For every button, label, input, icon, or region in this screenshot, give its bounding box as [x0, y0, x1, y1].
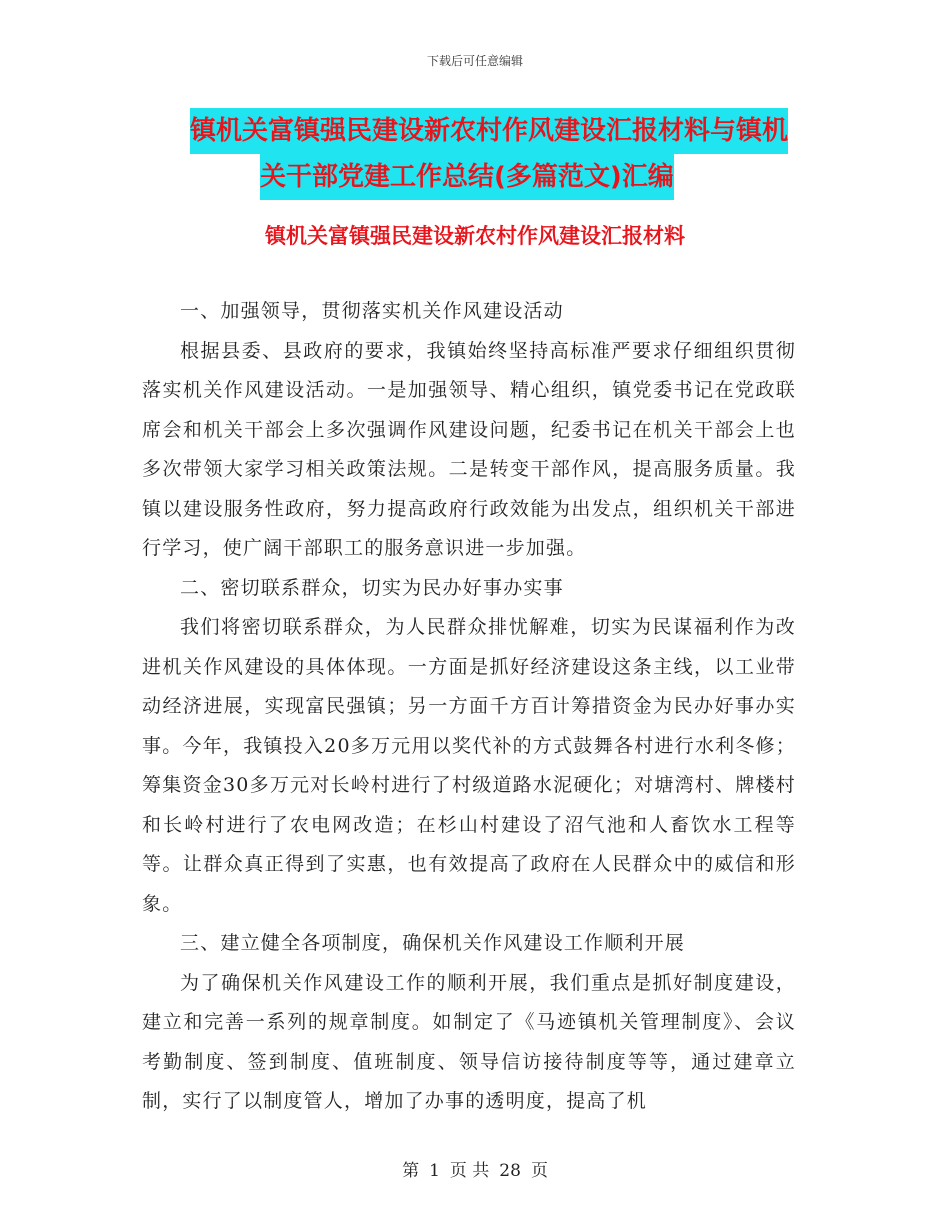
paragraph: 根据县委、县政府的要求，我镇始终坚持高标准严要求仔细组织贯彻落实机关作风建设活动。一是加强领导、精心组织，镇党委书记在党政联席会和机关干部会上多次强调作风建设问题，纪委书记在机关干部会上也多次带领大家学习相关政策法规。二是转变干部作风，提高服务质量。我镇以建设服务性政府，努力提高政府行政效能为出发点，组织机关干部进行学习，使广阔干部职工的服务意识进一步加强。 [142, 339, 796, 559]
paragraph-heading-1: 一、加强领导，贯彻落实机关作风建设活动 [180, 300, 564, 322]
title-line-1: 镇机关富镇强民建设新农村作风建设汇报材料与镇机 [190, 108, 788, 154]
header-note: 下载后可任意编辑 [426, 54, 523, 68]
paragraph-heading-2: 二、密切联系群众，切实为民办好事办实事 [180, 576, 564, 599]
page-number: 1 [429, 1161, 440, 1181]
paragraph-heading-3: 三、建立健全各项制度，确保机关作风建设工作顺利开展 [180, 932, 686, 954]
page-footer [0, 1156, 950, 1181]
footer-suffix: 页 [530, 1161, 548, 1181]
document-body [142, 292, 796, 1122]
title-line-2: 关干部党建工作总结(多篇范文)汇编 [260, 154, 674, 200]
footer-prefix: 第 [402, 1161, 420, 1181]
page-total: 28 [499, 1161, 521, 1181]
paragraph: 我们将密切联系群众，为人民群众排忧解难，切实为民谋福利作为改进机关作风建设的具体体现。一方面是抓好经济建设这条主线，以工业带动经济进展，实现富民强镇；另一方面千方百计筹措资金为民办好事办实事。今年，我镇投入20多万元用以奖代补的方式鼓舞各村进行水利冬修；筹集资金30多万元对长岭村进行了村级道路水泥硬化；对塘湾村、牌楼村和长岭村进行了农电网改造；在杉山村建设了沼气池和人畜饮水工程等等。让群众真正得到了实惠，也有效提高了政府在人民群众中的威信和形象。 [142, 616, 796, 915]
footer-middle: 页 共 [449, 1161, 490, 1181]
section-title: 镇机关富镇强民建设新农村作风建设汇报材料 [265, 224, 685, 248]
document-title [190, 108, 810, 200]
paragraph: 为了确保机关作风建设工作的顺利开展，我们重点是抓好制度建设，建立和完善一系列的规章制度。如制定了《马迹镇机关管理制度》、会议考勤制度、签到制度、值班制度、领导信访接待制度等等，通过建章立制，实行了以制度管人，增加了办事的透明度，提高了机 [142, 971, 796, 1112]
